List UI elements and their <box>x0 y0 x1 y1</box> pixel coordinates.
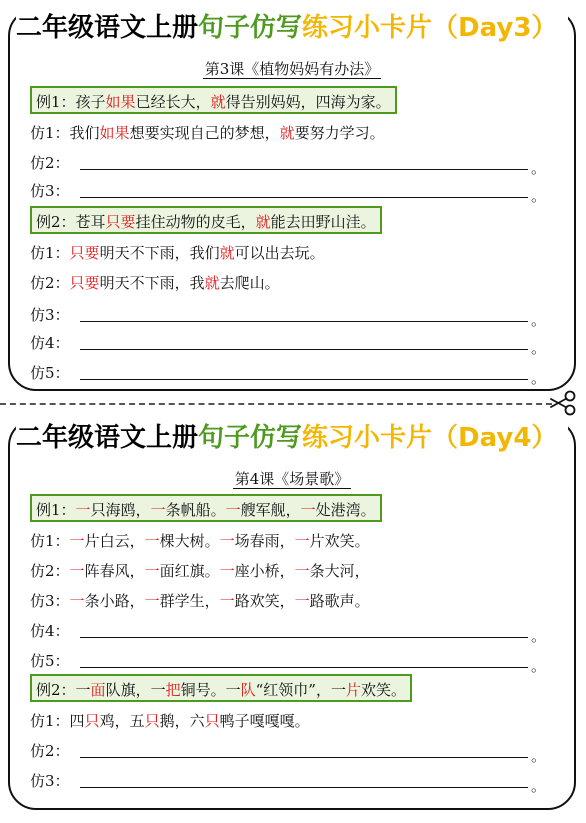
sample-sentence <box>30 706 556 736</box>
sentence-text: 明天不下雨，我 <box>99 274 205 292</box>
keyword-highlight: 一 <box>150 501 166 519</box>
row-label: 仿4： <box>30 622 70 640</box>
sentence-text: 能去田野山洼。 <box>270 213 376 231</box>
title-part-topic: 句子仿写 <box>198 13 303 43</box>
sentence-text: 阵春风， <box>84 562 145 580</box>
sentence-text: 处港湾。 <box>315 501 376 519</box>
period-mark: 。 <box>530 747 546 765</box>
sentence-text: 艘军舰， <box>240 501 301 519</box>
fill-in-row <box>30 148 556 178</box>
keyword-highlight: 一 <box>219 532 235 550</box>
sentence-text: 仿1：四 <box>30 712 85 730</box>
keyword-highlight: 一 <box>294 562 310 580</box>
sample-sentence <box>30 556 556 586</box>
keyword-highlight: 就 <box>219 244 235 262</box>
example-sentence <box>30 494 382 522</box>
keyword-highlight: 一 <box>69 532 85 550</box>
keyword-highlight: 一 <box>225 501 241 519</box>
period-mark: 。 <box>530 627 546 645</box>
sentence-text: 挂住动物的皮毛， <box>135 213 256 231</box>
keyword-highlight: 只要 <box>69 244 100 262</box>
answer-blank-line[interactable] <box>80 667 528 668</box>
sentence-text: 仿3： <box>30 592 70 610</box>
card-day4 <box>8 418 576 810</box>
example-sentence <box>30 206 382 234</box>
keyword-highlight: 片 <box>345 681 361 699</box>
answer-blank-line[interactable] <box>80 637 528 638</box>
sentence-text: 仿2： <box>30 274 70 292</box>
fill-in-row <box>30 766 556 796</box>
sentence-text: 鸡，五 <box>99 712 145 730</box>
sentence-text: 片白云， <box>84 532 145 550</box>
cut-line <box>0 403 552 405</box>
sentence-text: “红领巾”，一 <box>255 681 346 699</box>
row-label: 仿3： <box>30 306 70 324</box>
sentence-text: 只海鸥， <box>90 501 151 519</box>
keyword-highlight: 只 <box>84 712 100 730</box>
sample-sentence <box>30 586 556 616</box>
sentence-text: 想要实现自己的梦想， <box>129 124 280 142</box>
title-part-card: 练习小卡片 <box>302 423 433 453</box>
sample-sentence <box>30 238 556 268</box>
sentence-text: 欢笑。 <box>360 681 406 699</box>
example-sentence <box>30 674 412 702</box>
sentence-text: 片欢笑。 <box>309 532 370 550</box>
keyword-highlight: 如果 <box>105 93 136 111</box>
fill-in-row <box>30 300 556 330</box>
period-mark: 。 <box>530 159 546 177</box>
title-part-card: 练习小卡片 <box>302 13 433 43</box>
sentence-text: 仿1： <box>30 244 70 262</box>
period-mark: 。 <box>530 311 546 329</box>
answer-blank-line[interactable] <box>80 321 528 322</box>
period-mark: 。 <box>530 187 546 205</box>
keyword-highlight: 队 <box>240 681 256 699</box>
sentence-text: 路歌声。 <box>309 592 370 610</box>
sentence-text: 仿1： <box>30 532 70 550</box>
sentence-text: 要努力学习。 <box>294 124 385 142</box>
answer-blank-line[interactable] <box>80 379 528 380</box>
keyword-highlight: 只 <box>204 712 220 730</box>
sentence-text: 仿1：我们 <box>30 124 100 142</box>
sentence-text: 明天不下雨，我们 <box>99 244 220 262</box>
keyword-highlight: 只要 <box>69 274 100 292</box>
keyword-highlight: 一 <box>144 592 160 610</box>
keyword-highlight: 就 <box>210 93 226 111</box>
sentence-text: 场春雨， <box>234 532 295 550</box>
period-mark: 。 <box>530 339 546 357</box>
sentence-text: 例2：一 <box>36 681 91 699</box>
answer-blank-line[interactable] <box>80 169 528 170</box>
fill-in-row <box>30 646 556 676</box>
sentence-text: 座小桥， <box>234 562 295 580</box>
sentence-text: 群学生， <box>159 592 220 610</box>
row-label: 仿5： <box>30 364 70 382</box>
sentence-text: 例1：孩子 <box>36 93 106 111</box>
lesson-subtitle: 第4课《场景歌》 <box>234 470 350 488</box>
keyword-highlight: 一 <box>69 592 85 610</box>
fill-in-row <box>30 176 556 206</box>
answer-blank-line[interactable] <box>80 757 528 758</box>
keyword-highlight: 面 <box>90 681 106 699</box>
sentence-text: 已经长大， <box>135 93 211 111</box>
sentence-text: 例2：苍耳 <box>36 213 106 231</box>
fill-in-row <box>30 736 556 766</box>
card-title <box>16 8 568 48</box>
period-mark: 。 <box>530 777 546 795</box>
answer-blank-line[interactable] <box>80 349 528 350</box>
row-label: 仿5： <box>30 652 70 670</box>
title-part-day: （Day4） <box>432 423 558 453</box>
keyword-highlight: 只 <box>144 712 160 730</box>
period-mark: 。 <box>530 369 546 387</box>
card-title <box>16 418 568 458</box>
sentence-text: 鹅，六 <box>159 712 205 730</box>
keyword-highlight: 一 <box>144 562 160 580</box>
row-label: 仿3： <box>30 772 70 790</box>
keyword-highlight: 把 <box>165 681 181 699</box>
sentence-text: 条大河， <box>309 562 370 580</box>
sample-sentence <box>30 268 556 298</box>
keyword-highlight: 只要 <box>105 213 136 231</box>
keyword-highlight: 一 <box>294 592 310 610</box>
keyword-highlight: 一 <box>294 532 310 550</box>
keyword-highlight: 一 <box>219 562 235 580</box>
sentence-text: 例1： <box>36 501 76 519</box>
title-part-topic: 句子仿写 <box>198 423 303 453</box>
fill-in-row <box>30 328 556 358</box>
title-part-grade: 二年级语文上册 <box>16 13 199 43</box>
lesson-subtitle: 第3课《植物妈妈有办法》 <box>204 60 380 78</box>
answer-blank-line[interactable] <box>80 787 528 788</box>
scissors-icon <box>548 390 578 416</box>
sentence-text: 去爬山。 <box>219 274 280 292</box>
sample-sentence <box>30 118 556 148</box>
keyword-highlight: 一 <box>75 501 91 519</box>
sentence-text: 可以出去玩。 <box>234 244 325 262</box>
row-label: 仿3： <box>30 182 70 200</box>
sentence-text: 队旗，一 <box>105 681 166 699</box>
title-part-grade: 二年级语文上册 <box>16 423 199 453</box>
example-sentence <box>30 86 397 114</box>
keyword-highlight: 就 <box>204 274 220 292</box>
sentence-text: 棵大树。 <box>159 532 220 550</box>
sentence-text: 条帆船。 <box>165 501 226 519</box>
card-day3 <box>8 8 576 391</box>
period-mark: 。 <box>530 657 546 675</box>
keyword-highlight: 一 <box>219 592 235 610</box>
title-part-day: （Day3） <box>432 13 558 43</box>
keyword-highlight: 就 <box>279 124 295 142</box>
sentence-text: 路欢笑， <box>234 592 295 610</box>
row-label: 仿2： <box>30 154 70 172</box>
sentence-text: 条小路， <box>84 592 145 610</box>
keyword-highlight: 如果 <box>99 124 130 142</box>
sample-sentence <box>30 526 556 556</box>
row-label: 仿2： <box>30 742 70 760</box>
sentence-text: 面红旗。 <box>159 562 220 580</box>
fill-in-row <box>30 616 556 646</box>
sentence-text: 鸭子嘎嘎嘎。 <box>219 712 310 730</box>
fill-in-row <box>30 358 556 388</box>
keyword-highlight: 一 <box>144 532 160 550</box>
sentence-text: 铜号。一 <box>180 681 241 699</box>
row-label: 仿4： <box>30 334 70 352</box>
keyword-highlight: 就 <box>255 213 271 231</box>
sentence-text: 仿2： <box>30 562 70 580</box>
keyword-highlight: 一 <box>69 562 85 580</box>
sentence-text: 得告别妈妈，四海为家。 <box>225 93 391 111</box>
answer-blank-line[interactable] <box>80 197 528 198</box>
keyword-highlight: 一 <box>300 501 316 519</box>
